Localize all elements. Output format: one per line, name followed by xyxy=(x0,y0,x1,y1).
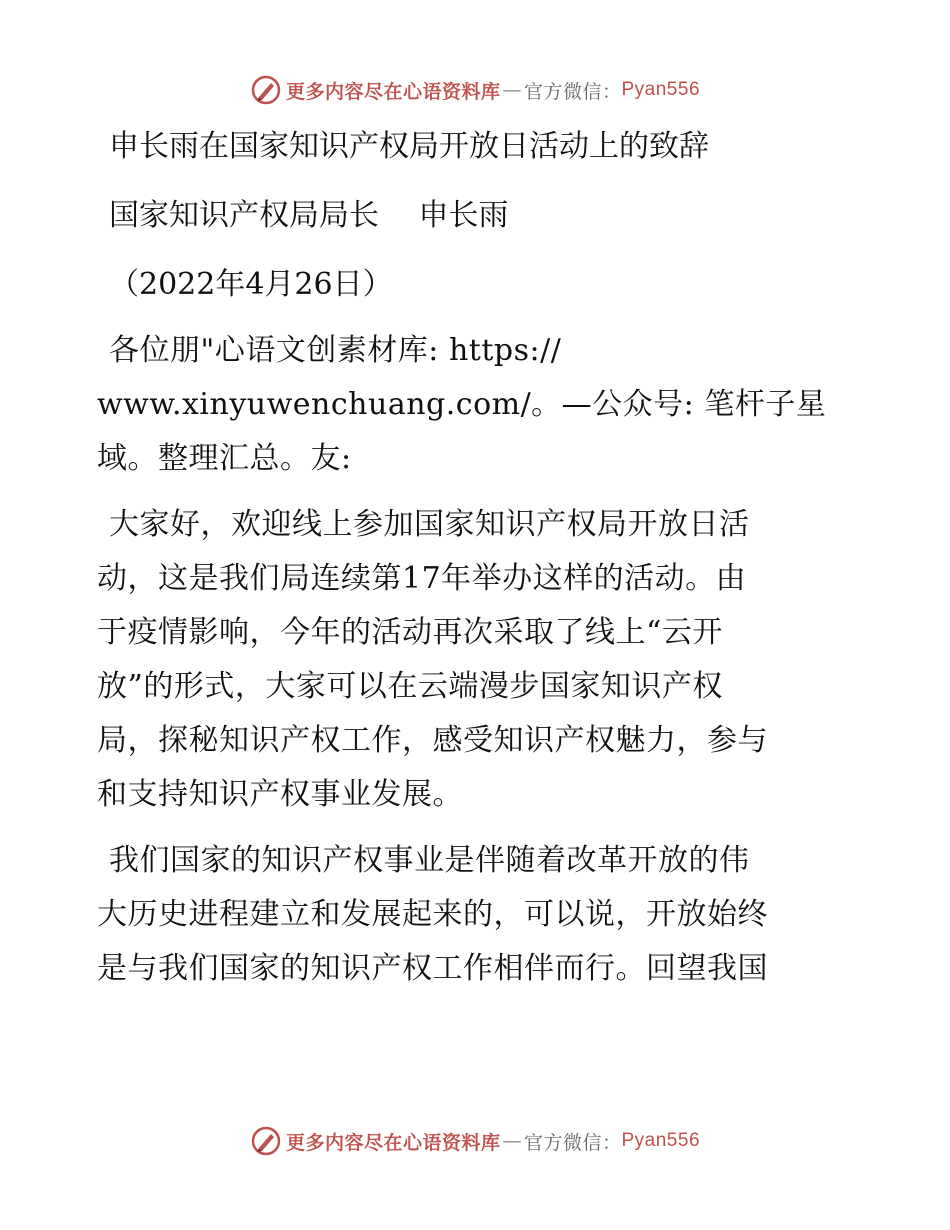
body-paragraph-2 xyxy=(97,834,857,996)
watermark-wechat-id: Pyan556 xyxy=(621,79,701,100)
paragraph-line: 各位朋"心语文创素材库: https:// xyxy=(109,333,562,368)
author-line: 国家知识产权局局长 申长雨 xyxy=(109,198,509,233)
paragraph-line: 放”的形式，大家可以在云端漫步国家知识产权 xyxy=(97,669,723,704)
paragraph-line: 是与我们国家的知识产权工作相伴而行。回望我国 xyxy=(97,951,768,986)
paragraph-line: 大家好，欢迎线上参加国家知识产权局开放日活 xyxy=(109,507,750,542)
watermark-wechat-label: 官方微信： xyxy=(523,1131,622,1154)
watermark-banner-bottom xyxy=(0,1121,950,1161)
paragraph-line: 大历史进程建立和发展起来的，可以说，开放始终 xyxy=(97,897,768,932)
document-body xyxy=(97,120,857,996)
watermark-wechat-label: 官方微信： xyxy=(523,80,622,103)
paragraph-line: 于疫情影响，今年的活动再次采取了线上“云开 xyxy=(97,615,723,650)
pen-logo-icon xyxy=(250,74,282,106)
paragraph-line: 我们国家的知识产权事业是伴随着改革开放的伟 xyxy=(109,843,750,878)
watermark-dash: — xyxy=(502,79,522,101)
watermark-banner-top xyxy=(0,70,950,110)
paragraph-line: 动，这是我们局连续第17年举办这样的活动。由 xyxy=(97,561,747,596)
watermark-main-text: 更多内容尽在心语资料库 xyxy=(285,1131,501,1154)
paragraph-line: 局，探秘知识产权工作，感受知识产权魅力，参与 xyxy=(97,723,768,758)
paragraph-line: 和支持知识产权事业发展。 xyxy=(97,777,463,812)
body-paragraph-1 xyxy=(97,498,857,822)
paragraph-line: 域。整理汇总。友: xyxy=(97,441,352,476)
pen-logo-icon xyxy=(250,1125,282,1157)
greeting-paragraph xyxy=(97,324,857,486)
watermark-dash: — xyxy=(502,1130,522,1152)
watermark-wechat-id: Pyan556 xyxy=(621,1130,701,1151)
document-title: 申长雨在国家知识产权局开放日活动上的致辞 xyxy=(109,129,709,164)
date-line: （2022年4月26日） xyxy=(109,267,393,302)
paragraph-line: www.xinyuwenchuang.com/。—公众号: 笔杆子星 xyxy=(97,387,827,422)
watermark-main-text: 更多内容尽在心语资料库 xyxy=(285,80,501,103)
